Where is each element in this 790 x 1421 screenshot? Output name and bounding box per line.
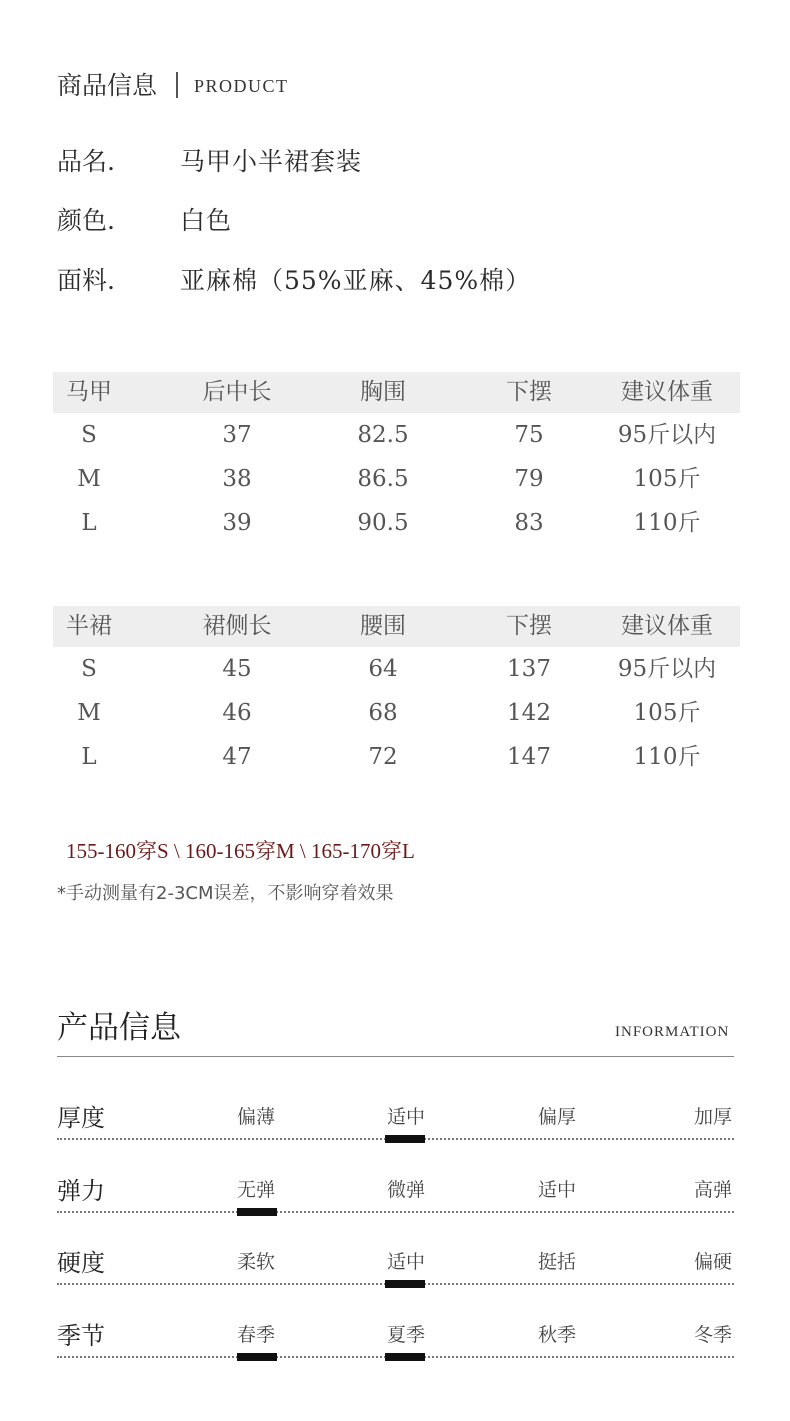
attribute-option: 高弹 xyxy=(694,1179,733,1201)
product-section-title: 商品信息 xyxy=(57,71,158,100)
table-row xyxy=(53,647,740,691)
attribute-option: 冬季 xyxy=(694,1324,733,1346)
color-value: 白色 xyxy=(180,206,233,235)
table-cell: 75 xyxy=(514,422,544,448)
table-cell: 37 xyxy=(222,422,252,448)
attribute-name: 硬度 xyxy=(57,1249,105,1277)
selected-marker xyxy=(237,1353,277,1361)
fabric-label: 面料. xyxy=(57,266,115,295)
header-cell: 建议体重 xyxy=(621,379,713,405)
attribute-option: 无弹 xyxy=(237,1179,276,1201)
table-row xyxy=(53,457,740,501)
name-label: 品名. xyxy=(57,147,115,176)
product-info-title: 产品信息 xyxy=(57,1010,181,1046)
table-header xyxy=(53,372,740,413)
product-section-subtitle: PRODUCT xyxy=(194,76,289,96)
table-cell: 105斤 xyxy=(633,700,701,726)
header-cell: 下摆 xyxy=(506,613,552,639)
attribute-option: 偏硬 xyxy=(694,1251,733,1273)
attribute-row-elasticity xyxy=(57,1171,734,1231)
header-cell: 建议体重 xyxy=(621,613,713,639)
table-cell: 39 xyxy=(222,510,252,536)
skirt-size-table xyxy=(53,606,740,779)
name-value: 马甲小半裙套装 xyxy=(180,147,363,176)
table-cell: L xyxy=(81,510,97,536)
attribute-name: 弹力 xyxy=(57,1177,105,1205)
table-cell: 86.5 xyxy=(357,466,409,492)
table-cell: M xyxy=(77,466,101,492)
table-cell: 72 xyxy=(368,744,398,770)
attribute-option: 挺括 xyxy=(538,1251,577,1273)
table-header xyxy=(53,606,740,647)
attribute-option: 柔软 xyxy=(237,1251,276,1273)
attribute-row-season xyxy=(57,1316,734,1376)
attribute-option: 夏季 xyxy=(387,1324,426,1346)
table-cell: L xyxy=(81,744,97,770)
vest-size-table xyxy=(53,372,740,545)
dotted-scale xyxy=(57,1211,734,1213)
attribute-option: 加厚 xyxy=(694,1106,733,1128)
selected-marker xyxy=(385,1280,425,1288)
selected-marker xyxy=(385,1135,425,1143)
table-cell: 147 xyxy=(507,744,551,770)
attribute-option: 适中 xyxy=(387,1106,426,1128)
header-cell: 胸围 xyxy=(360,379,406,405)
section-divider xyxy=(57,1056,734,1057)
selected-marker xyxy=(385,1353,425,1361)
table-cell: 45 xyxy=(222,656,252,682)
table-cell: 105斤 xyxy=(633,466,701,492)
header-cell: 下摆 xyxy=(506,379,552,405)
header-cell: 半裙 xyxy=(66,613,112,639)
attribute-option: 偏厚 xyxy=(538,1106,577,1128)
table-cell: 82.5 xyxy=(357,422,409,448)
table-cell: 90.5 xyxy=(357,510,409,536)
selected-marker xyxy=(237,1208,277,1216)
table-cell: 68 xyxy=(368,700,398,726)
table-cell: 110斤 xyxy=(633,510,701,536)
table-cell: 95斤以内 xyxy=(617,656,717,682)
attribute-option: 微弹 xyxy=(387,1179,426,1201)
fabric-value: 亚麻棉（55%亚麻、45%棉） xyxy=(180,266,532,295)
color-label: 颜色. xyxy=(57,206,115,235)
table-cell: 38 xyxy=(222,466,252,492)
attribute-row-thickness xyxy=(57,1098,734,1158)
attribute-name: 季节 xyxy=(57,1322,105,1350)
table-row xyxy=(53,735,740,779)
measurement-disclaimer: *手动测量有2-3CM误差，不影响穿着效果 xyxy=(57,883,394,904)
table-row xyxy=(53,501,740,545)
attribute-option: 秋季 xyxy=(538,1324,577,1346)
product-info-subtitle: INFORMATION xyxy=(615,1024,730,1040)
table-cell: 142 xyxy=(507,700,551,726)
title-divider xyxy=(176,72,178,98)
header-cell: 裙侧长 xyxy=(202,613,272,639)
attribute-option: 偏薄 xyxy=(237,1106,276,1128)
table-cell: 46 xyxy=(222,700,252,726)
header-cell: 马甲 xyxy=(66,379,112,405)
attribute-name: 厚度 xyxy=(57,1104,105,1132)
attribute-row-hardness xyxy=(57,1243,734,1303)
table-cell: 137 xyxy=(507,656,551,682)
attribute-option: 春季 xyxy=(237,1324,276,1346)
table-cell: S xyxy=(81,422,97,448)
header-cell: 腰围 xyxy=(360,613,406,639)
height-size-note: 155-160穿S \ 160-165穿M \ 165-170穿L xyxy=(66,839,415,863)
table-cell: S xyxy=(81,656,97,682)
table-cell: 110斤 xyxy=(633,744,701,770)
table-cell: 47 xyxy=(222,744,252,770)
attribute-option: 适中 xyxy=(538,1179,577,1201)
table-cell: 83 xyxy=(514,510,544,536)
table-row xyxy=(53,691,740,735)
attribute-option: 适中 xyxy=(387,1251,426,1273)
table-cell: 79 xyxy=(514,466,544,492)
table-cell: 95斤以内 xyxy=(617,422,717,448)
table-cell: 64 xyxy=(368,656,398,682)
header-cell: 后中长 xyxy=(202,379,272,405)
table-cell: M xyxy=(77,700,101,726)
table-row xyxy=(53,413,740,457)
